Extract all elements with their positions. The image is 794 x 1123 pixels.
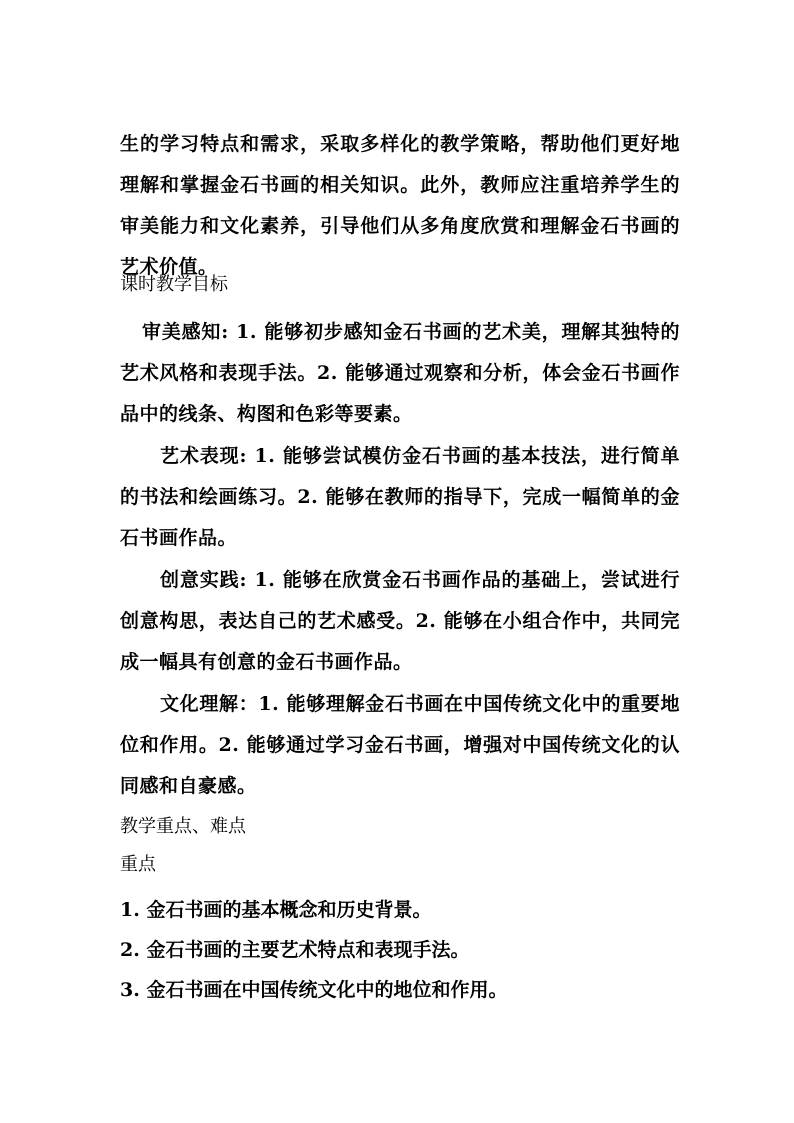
key-point-item: 3. 金石书画在中国传统文化中的地位和作用。 xyxy=(120,979,508,1001)
objective-artistic-expression: 艺术表现: 1. 能够尝试模仿金石书画的基本技法，进行简单的书法和绘画练习。2. 能够在教师的指导下，完成一幅简单的金石书画作品。 xyxy=(120,445,680,549)
key-point-item: 1. 金石书画的基本概念和历史背景。 xyxy=(120,899,432,921)
objective-aesthetic-perception: 审美感知: 1. 能够初步感知金石书画的艺术美，理解其独特的艺术风格和表现手法。2. 能够通过观察和分析，体会金石书画作品中的线条、构图和色彩等要素。 xyxy=(120,321,680,425)
key-point-item: 2. 金石书画的主要艺术特点和表现手法。 xyxy=(120,939,470,961)
section-heading-key-points: 教学重点、难点 xyxy=(120,816,246,837)
intro-paragraph: 生的学习特点和需求，采取多样化的教学策略，帮助他们更好地理解和掌握金石书画的相关知识。此外，教师应注重培养学生的审美能力和文化素养，引导他们从多角度欣赏和理解金石书画的艺术价值。 xyxy=(120,133,680,278)
section-heading-objectives: 课时教学目标 xyxy=(120,274,228,295)
objective-cultural-understanding: 文化理解：1. 能够理解金石书画在中国传统文化中的重要地位和作用。2. 能够通过学习金石书画，增强对中国传统文化的认同感和自豪感。 xyxy=(120,693,680,797)
subheading-key-points: 重点 xyxy=(120,854,156,875)
objective-creative-practice: 创意实践: 1. 能够在欣赏金石书画作品的基础上，尝试进行创意构思，表达自己的艺术感受。2. 能够在小组合作中，共同完成一幅具有创意的金石书画作品。 xyxy=(120,569,680,673)
